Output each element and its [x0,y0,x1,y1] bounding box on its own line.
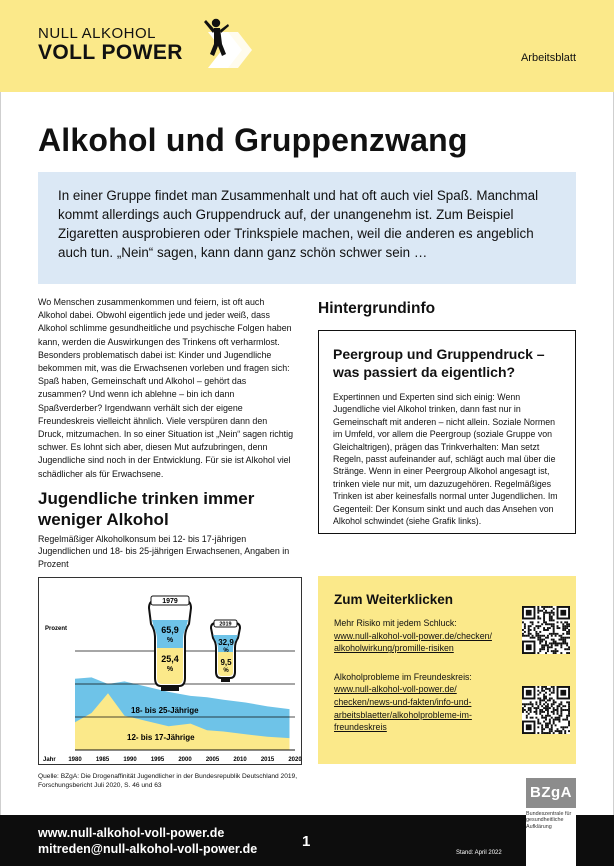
glass-1979-year: 1979 [162,598,178,605]
link1-url-part1[interactable]: www.null-alkohol-voll-power.de/checken/ [334,630,492,641]
glass-1979-adults-unit: % [166,637,174,644]
jumping-figure-icon [194,14,254,78]
qr-code-icon[interactable] [522,606,570,654]
beer-glass-1979 [149,596,191,691]
x-tick-label: 2020 [288,757,302,763]
logo-line2: VOLL POWER [38,41,183,64]
glass-2019-youth-unit: % [223,668,229,674]
glass-1979-youth: 25,4 [161,654,179,664]
x-tick-label: 1990 [123,757,137,763]
peergroup-title: Peergroup und Gruppendruck – was passiert da eigentlich? [333,346,545,380]
chart-frame [38,577,302,765]
footer-email[interactable]: mitreden@null-alkohol-voll-power.de [38,842,258,856]
glass-1979-youth-unit: % [166,666,174,673]
header-banner [0,0,614,92]
x-tick-label: 2005 [205,757,220,763]
glass-2019-youth: 9,5 [220,658,232,667]
link2-url-part2[interactable]: checken/news-und-fakten/info-und- [334,696,472,707]
x-tick-label: 2010 [233,757,247,763]
series-label-youth: 12- bis 17-Jährige [127,733,195,742]
page-title: Alkohol und Gruppenzwang [38,122,468,158]
glass-2019-year: 2019 [219,621,232,628]
further-links-box [318,576,576,764]
link-list [334,617,510,734]
x-tick-label: 1980 [68,757,82,763]
link1-description: Mehr Risiko mit jedem Schluck: [334,618,457,628]
link1-url-part2[interactable]: alkoholwirkung/promille-risiken [334,643,454,654]
glass-1979-adults: 65,9 [161,625,179,635]
chart-source: Quelle: BZgA: Die Drogenaffinität Jugendlicher in der Bundesrepublik Deutschland 2019, Forschungsbericht Juli 2020, S. 46 und 63 [38,773,298,789]
x-tick-label: 1995 [150,757,165,763]
link2-description: Alkoholprobleme im Freundeskreis: [334,671,472,682]
bzga-subtitle: Bundeszentrale für gesundheitliche Aufklärung [526,811,572,830]
footer-date: Stand: April 2022 [456,850,502,856]
y-axis-label: Prozent [45,626,68,632]
bzga-logo-block [526,778,576,866]
sheet-type-label: Arbeitsblatt [520,52,576,64]
logo-line1: NULL ALKOHOL [38,25,156,42]
intro-box: In einer Gruppe findet man Zusammenhalt und hat oft auch viel Spaß. Manchmal kommt allerdings auch Gruppendruck auf, der unangenehm ist. Zum Beispiel Zigaretten ausprobieren oder Trinkspiele machen, weil die anderen es angeblich auch tun. „Nein“ sagen, kann dann ganz schön schwer sein … [38,172,576,284]
link2-url-part3[interactable]: arbeitsblaetter/alkoholprobleme-im- [334,709,472,720]
link2-url-part1[interactable]: www.null-alkohol-voll-power.de/ [334,684,457,695]
x-axis-label: Jahr [43,757,56,763]
body-text-left: Wo Menschen zusammenkommen und feiern, ist oft auch Alkohol dabei. Obwohl eigentlich jede und jeder weiß, dass Alkohol schlimme gesundheitliche und psychische Folgen haben kann, werden die Auswirkungen des Trinkens oft verharmlost. Besonders problematisch dabei ist: Kinder und Jugendliche bekommen mit, was die Erwachsenen vorleben und fragen sich: Spaß haben, Gemeinschaft und Alkohol – gehört das zusammen? Und wenn ich ablehne – bin ich dann Spaßverderber? Irgendwann verhält sich der eigene Freundeskreis vielleicht ähnlich. Viele verspüren dann den Druck, mitzumachen. In so einer Situation ist „Nein“ sagen richtig schwer. Es lohnt sich aber, diesen Mut aufzubringen, denn Jugendliche sind noch in der Entwicklung. Für sie ist Alkohol viel schädlicher als für Erwachsene. [38,297,294,479]
footer-bar [0,815,614,866]
peergroup-box [318,330,576,534]
glass-2019-adults: 32,9 [218,638,234,647]
further-links-heading: Zum Weiterklicken [334,592,454,607]
link2-url-part4[interactable]: freundeskreis [334,722,387,733]
background-info-heading: Hintergrundinfo [318,300,436,317]
x-tick-label: 1985 [95,757,110,763]
chart-heading: Jugendliche trinken immer weniger Alkohol [38,489,255,529]
bzga-logo: BZgA [526,778,576,808]
beer-glass-2019 [211,620,240,682]
chart-caption: Regelmäßiger Alkoholkonsum bei 12- bis 17-jährigen Jugendlichen und 18- bis 25-jährigen Erwachsenen, Angaben in Prozent [38,534,290,569]
page-number: 1 [302,833,311,850]
footer-website[interactable]: www.null-alkohol-voll-power.de [38,826,225,840]
x-tick-label: 2015 [260,757,275,763]
qr-code-icon[interactable] [522,686,570,734]
glass-2019-adults-unit: % [223,648,229,654]
peergroup-text: Expertinnen und Experten sind sich einig: Wenn Jugendliche viel Alkohol trinken, dann fast nur in Gemeinschaft mit anderen – nicht allein. Soziale Normen im Umfeld, vor allem die Peergroup (soziale Gruppe von Gleichaltrigen), prägen das Trinkverhalten: Man setzt Regeln, passt aufeinander auf, schlägt auch mal über die Stränge. Wenn in einer Peergroup Alkohol angesagt ist, trinken viele nur mit, um dazuzugehören. Regelmäßiges Trinken ist aber keinesfalls normal unter Jugendlichen. Im Gegenteil: Der Konsum sinkt und auch das Ansehen von Alkohol schwindet (siehe Grafik links). [333,392,558,527]
alcohol-chart [39,578,303,766]
x-tick-label: 2000 [178,757,192,763]
series-label-adults: 18- bis 25-Jährige [131,706,199,715]
